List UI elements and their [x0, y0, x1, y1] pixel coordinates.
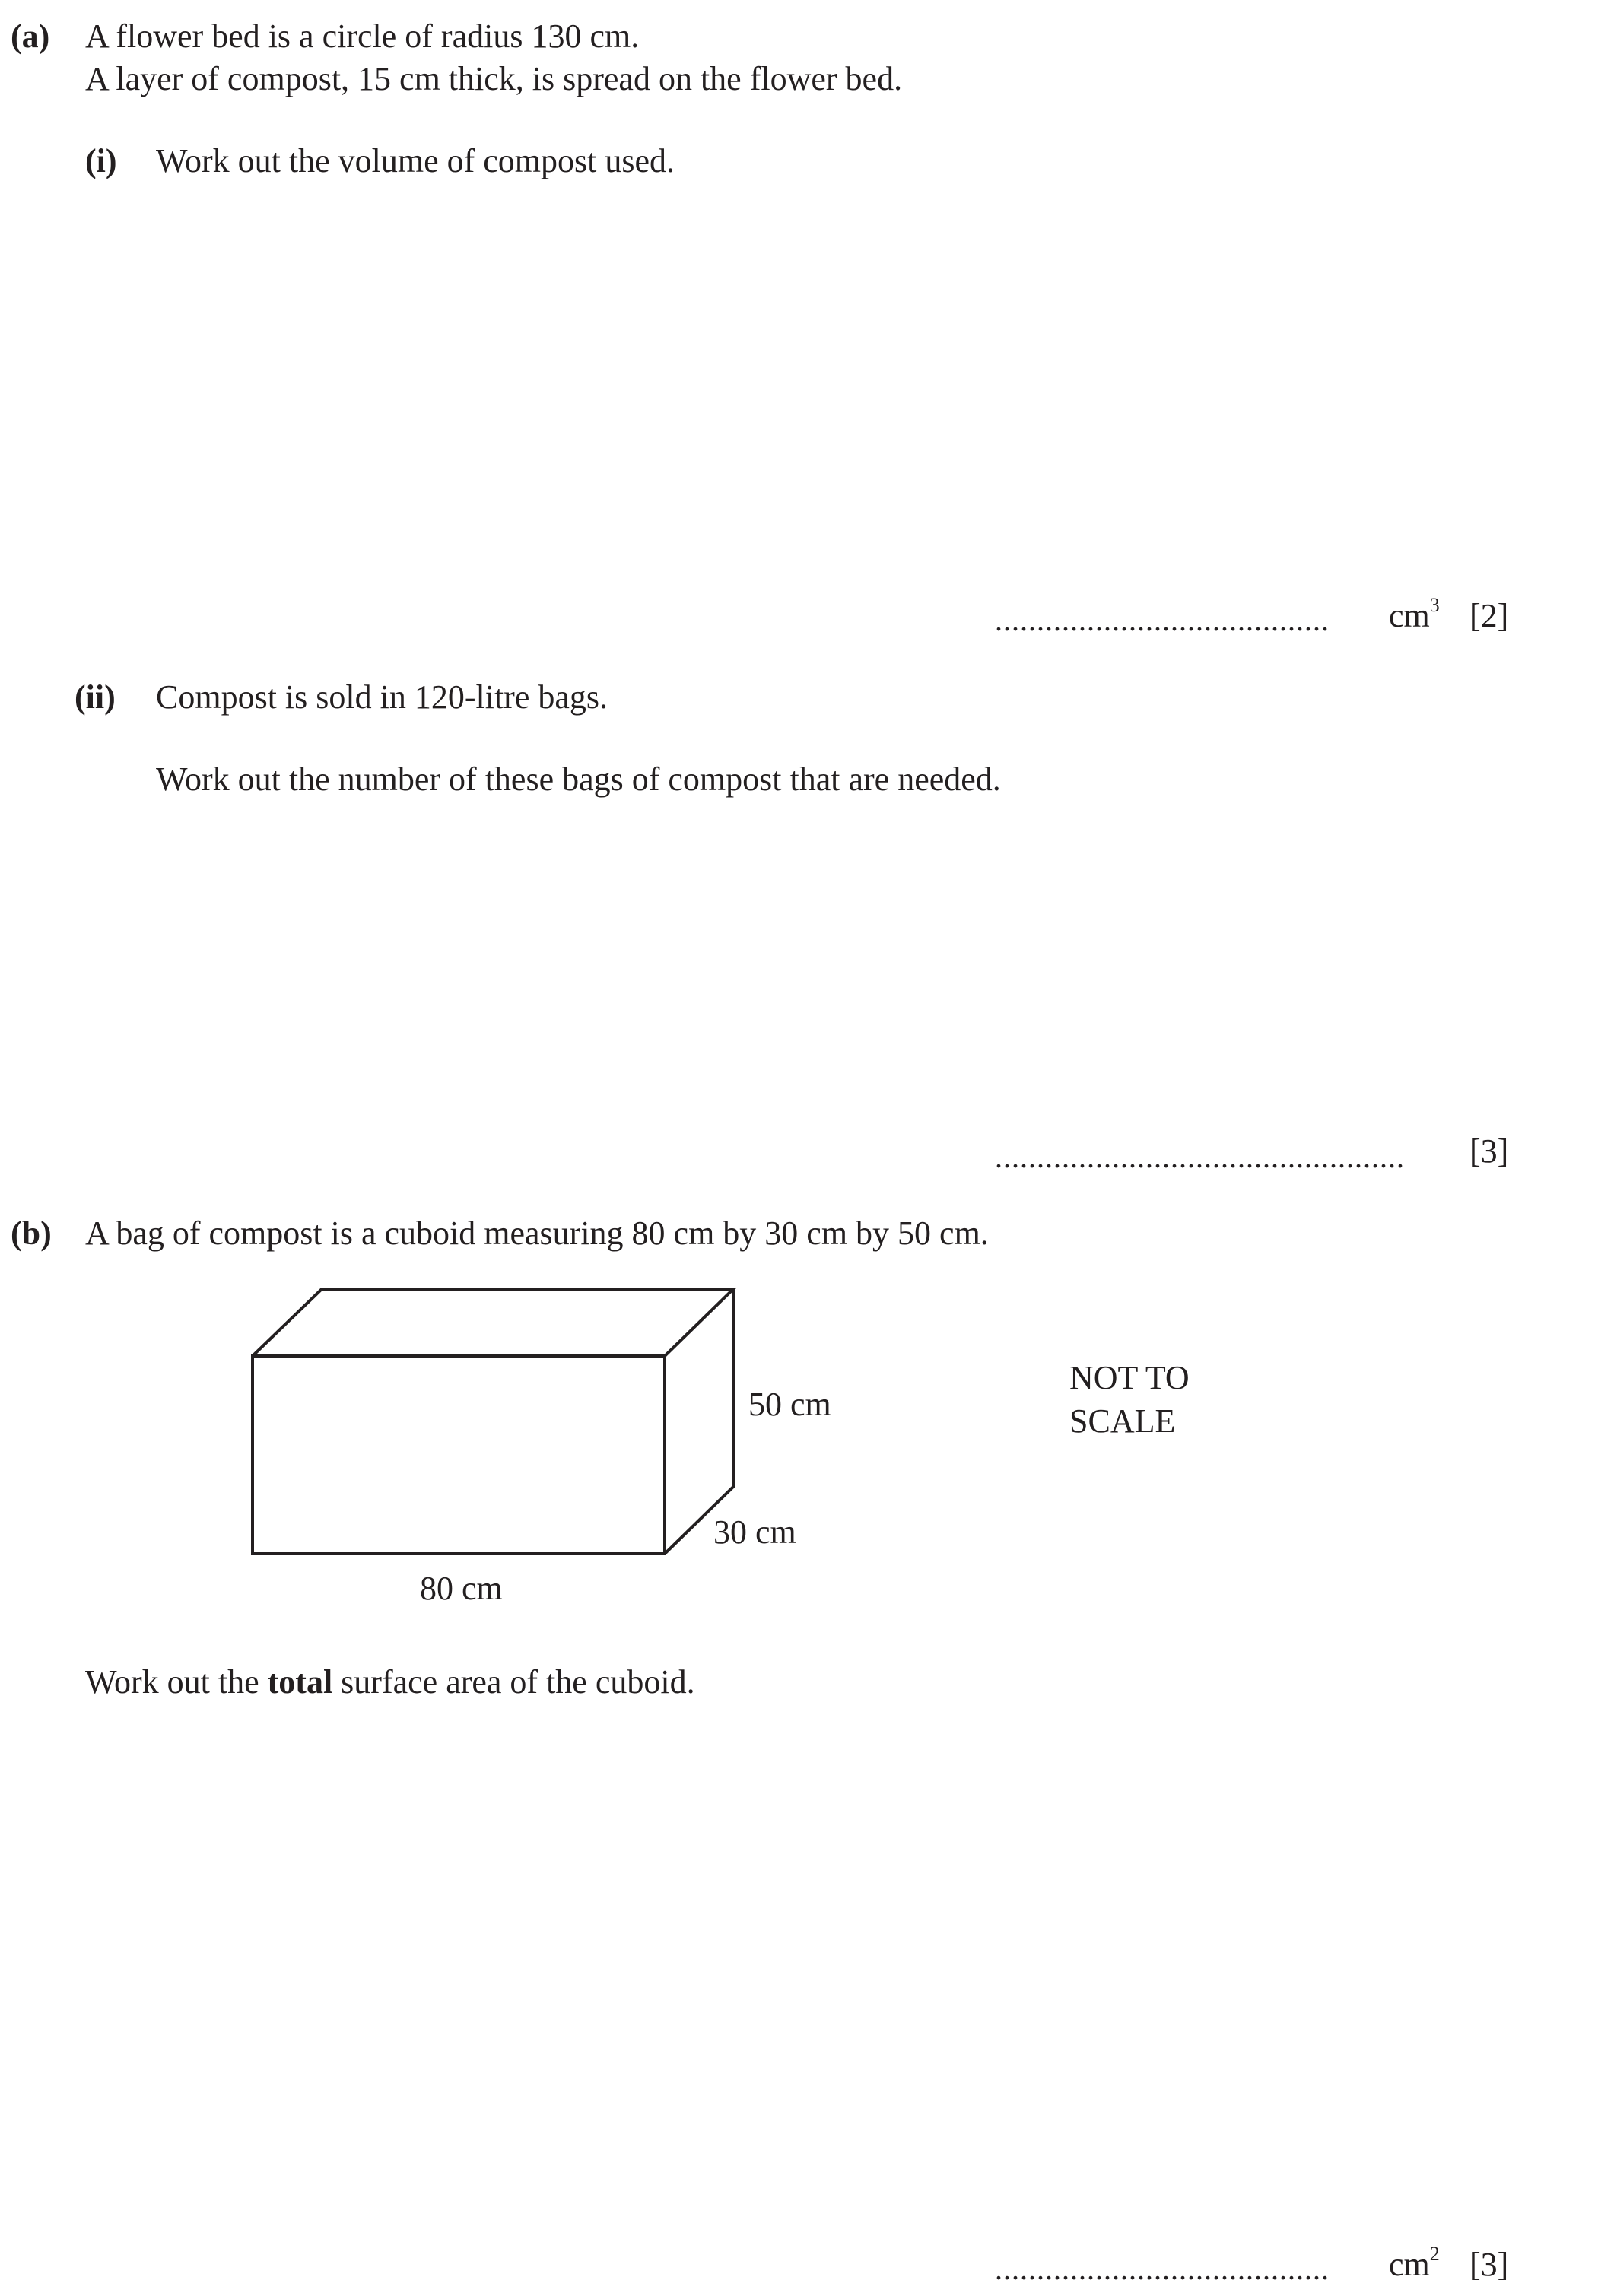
not-to-scale-line-1: NOT TO — [1069, 1359, 1190, 1396]
part-b-label: (b) — [11, 1215, 52, 1252]
part-b-instruction-bold: total — [267, 1663, 333, 1701]
cuboid-front-face — [253, 1356, 665, 1554]
part-a-label: (a) — [11, 17, 50, 55]
sub-ii-answer-line[interactable]: ................................................. — [995, 1140, 1405, 1174]
sub-i-unit-power: 3 — [1429, 594, 1440, 616]
cuboid-length-label: 80 cm — [420, 1570, 503, 1607]
sub-i-marks: [2] — [1469, 597, 1509, 634]
part-b-unit-base: cm — [1389, 2246, 1430, 2283]
sub-i-label: (i) — [85, 142, 117, 179]
sub-ii-line-1: Compost is sold in 120-litre bags. — [156, 678, 608, 716]
part-b-marks: [3] — [1469, 2246, 1509, 2283]
part-b-unit-power: 2 — [1429, 2243, 1440, 2265]
cuboid-top-face — [253, 1289, 733, 1356]
cuboid-depth-label: 30 cm — [713, 1513, 796, 1551]
part-b-question: A bag of compost is a cuboid measuring 80 cm by 30 cm by 50 cm. — [85, 1215, 989, 1252]
part-b-unit — [1389, 2243, 1440, 2283]
part-a-line-1: A flower bed is a circle of radius 130 cm. — [85, 17, 640, 55]
part-b-instruction-pre: Work out the — [85, 1663, 268, 1701]
sub-ii-line-2: Work out the number of these bags of compost that are needed. — [156, 761, 1001, 798]
part-a-line-2: A layer of compost, 15 cm thick, is spread on the flower bed. — [85, 60, 903, 97]
sub-ii-marks: [3] — [1469, 1132, 1509, 1170]
sub-ii-label: (ii) — [75, 678, 116, 716]
sub-i-answer-line[interactable]: ........................................ — [995, 603, 1330, 637]
sub-i-question: Work out the volume of compost used. — [156, 142, 675, 179]
cuboid-height-label: 50 cm — [748, 1386, 831, 1423]
part-b-instruction-post: surface area of the cuboid. — [332, 1663, 695, 1701]
sub-i-unit-base: cm — [1389, 597, 1430, 634]
part-b-instruction — [85, 1663, 695, 1701]
part-b-answer-line[interactable]: ........................................ — [995, 2252, 1330, 2286]
not-to-scale-line-2: SCALE — [1069, 1402, 1176, 1440]
